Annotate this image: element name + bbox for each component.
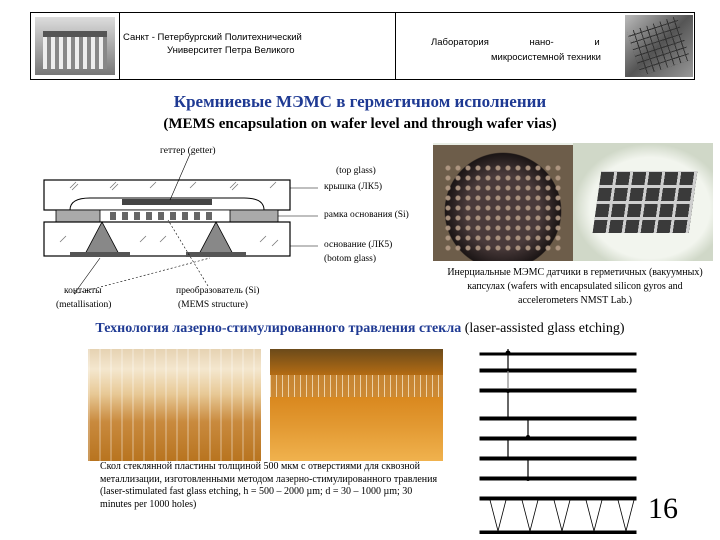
bottom-glass-layer — [44, 222, 290, 256]
getter-layer — [122, 199, 212, 205]
lab-line2: микросистемной техники — [491, 52, 601, 63]
label-contacts-ru: контакты — [64, 286, 102, 296]
header-divider — [119, 13, 120, 79]
microchip-photo — [625, 15, 693, 77]
contact-pad-right — [186, 252, 246, 257]
glass-photo-caption: Скол стеклянной пластины толщиной 500 мкм с отверстиями для сквозной металлизации, изготовленными методом лазерно-стимулированного травления (laser-stimulated fast glass etching, h = 500 – 2000 µm; d = 30 – 1000 µm; 30 minutes per 1000 holes) — [100, 461, 438, 510]
glass-cleave-photo-2 — [270, 349, 443, 461]
wafer-photo-right — [573, 143, 713, 261]
label-converter-ru: преобразователь (Si) — [176, 286, 260, 296]
slide-title: Кремниевые МЭМС в герметичном исполнении — [173, 92, 547, 111]
glass-cleave-photo-1 — [88, 349, 261, 461]
page-number: 16 — [648, 492, 678, 525]
label-bottom-glass-ru: основание (ЛК5) — [324, 240, 393, 250]
section-heading — [0, 321, 720, 337]
label-top-glass-en: (top glass) — [336, 166, 376, 176]
etching-process-diagram — [478, 349, 638, 534]
header-divider — [395, 13, 396, 79]
lab-name — [431, 35, 631, 65]
label-getter: геттер (getter) — [160, 146, 216, 156]
label-bottom-glass-en: (botom glass) — [324, 254, 376, 264]
slide-subtitle: (MEMS encapsulation on wafer level and through wafer vias) — [163, 116, 557, 132]
section-title-ru: Технология лазерно-стимулированного травления стекла — [95, 321, 462, 336]
label-base-frame: рамка основания (Si) — [324, 210, 409, 220]
mems-cross-section-diagram — [40, 146, 430, 312]
wafer-photo-left — [433, 145, 573, 261]
lab-line1: Лаборатория нано- и — [431, 37, 600, 48]
label-contacts-en: (metallisation) — [56, 300, 112, 310]
university-building-image — [35, 17, 115, 75]
encapsulated-wafers-photo — [433, 143, 713, 261]
slide-header — [30, 12, 695, 80]
contact-pad-left — [70, 252, 130, 257]
wafer-caption: Инерциальные МЭМС датчики в герметичных (вакуумных) капсулах (wafers with encapsulated silicon gyros and accelerometers NMST Lab.) — [447, 267, 703, 306]
label-converter-en: (MEMS structure) — [178, 300, 248, 310]
process-svg — [478, 349, 638, 534]
university-line2: Университет Петра Великого — [167, 45, 295, 56]
section-title-en: (laser-assisted glass etching) — [464, 321, 625, 336]
university-name — [123, 31, 373, 57]
mems-structure — [110, 212, 212, 220]
label-top-glass-ru: крышка (ЛК5) — [324, 182, 382, 192]
etched-holes — [490, 500, 634, 531]
university-line1: Санкт - Петербургский Политехнический — [123, 32, 302, 43]
